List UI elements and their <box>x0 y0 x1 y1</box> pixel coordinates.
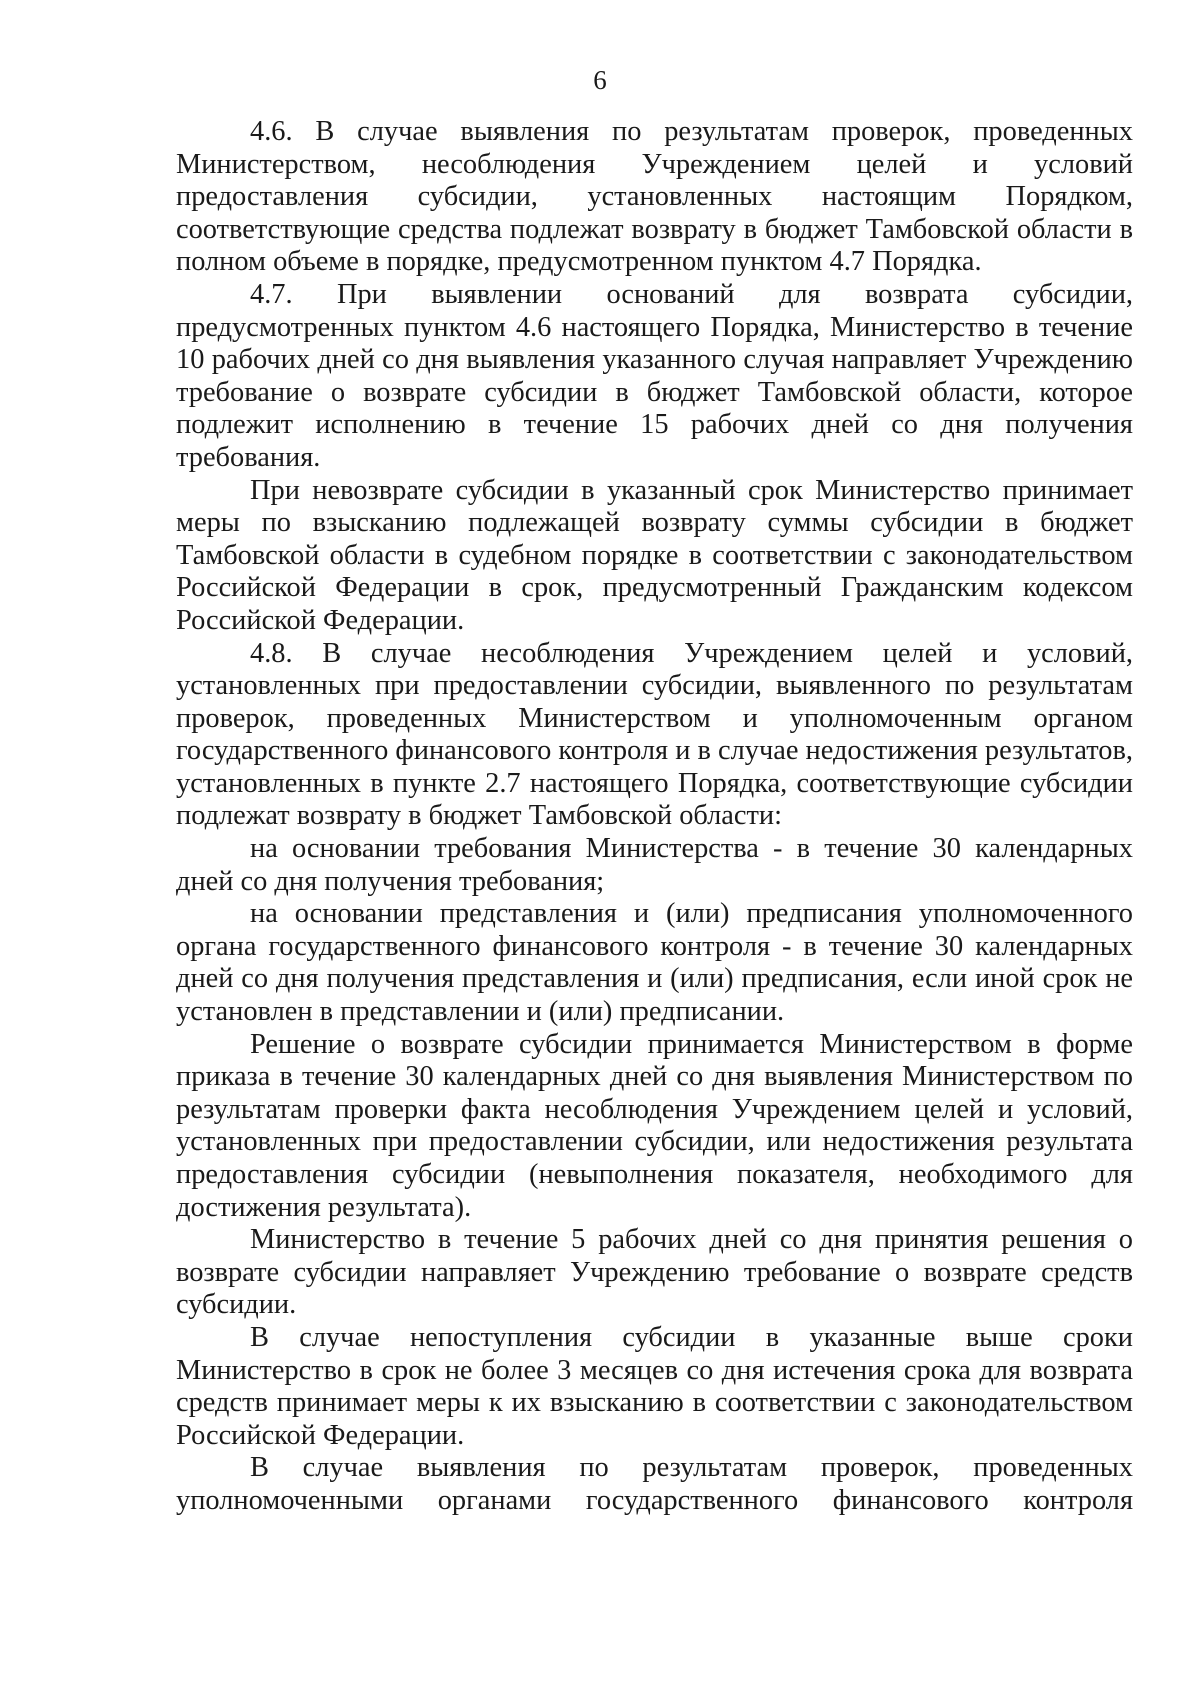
paragraph-ministry-notice: Министерство в течение 5 рабочих дней со дня принятия решения о возврате субсидии направляет Учреждению требование о возврате средств субсидии. <box>176 1224 1133 1321</box>
document-body <box>176 116 1133 1518</box>
paragraph-non-return-measures: При невозврате субсидии в указанный срок Министерство принимает меры по взысканию подлежащей возврату суммы субсидии в бюджет Тамбовской области в судебном порядке в соответствии с законодательством Российской Федерации в срок, предусмотренный Гражданским кодексом Российской Федерации. <box>176 474 1133 636</box>
paragraph-4-8: 4.8. В случае несоблюдения Учреждением целей и условий, установленных при предоставлении субсидии, выявленного по результатам проверок, проведенных Министерством и уполномоченным органом государственного финансового контроля и в случае недостижения результатов, установленных в пункте 2.7 настоящего Порядка, соответствующие субсидии подлежат возврату в бюджет Тамбовской области: <box>176 637 1134 832</box>
paragraph-4-6: 4.6. В случае выявления по результатам проверок, проведенных Министерством, несоблюдения Учреждением целей и условий предоставления субсидии, установленных настоящим Порядком, соответствующие средства подлежат возврату в бюджет Тамбовской области в полном объеме в порядке, предусмотренном пунктом 4.7 Порядка. <box>176 116 1133 278</box>
paragraph-continued: В случае выявления по результатам проверок, проведенных уполномоченными органами государственного финансового контроля <box>176 1452 1133 1516</box>
paragraph-non-receipt: В случае непоступления субсидии в указанные выше сроки Министерство в срок не более 3 месяцев со дня истечения срока для возврата средств принимает меры к их взысканию в соответствии с законодательством Российской Федерации. <box>176 1321 1133 1451</box>
paragraph-control-body-order: на основании представления и (или) предписания уполномоченного органа государственного финансового контроля - в течение 30 календарных дней со дня получения представления и (или) предписания, если иной срок не установлен в представлении и (или) предписании. <box>176 898 1133 1028</box>
paragraph-4-7: 4.7. При выявлении оснований для возврата субсидии, предусмотренных пунктом 4.6 настоящего Порядка, Министерство в течение 10 рабочих дней со дня выявления указанного случая направляет Учреждению требование о возврате субсидии в бюджет Тамбовской области, которое подлежит исполнению в течение 15 рабочих дней со дня получения требования. <box>176 278 1133 473</box>
page-number: 6 <box>593 65 607 95</box>
paragraph-ministry-requirement: на основании требования Министерства - в течение 30 календарных дней со дня получения требования; <box>176 833 1133 897</box>
paragraph-return-decision: Решение о возврате субсидии принимается Министерством в форме приказа в течение 30 календарных дней со дня выявления Министерством по результатам проверки факта несоблюдения Учреждением целей и условий, установленных при предоставлении субсидии, или недостижения результата предоставления субсидии (невыполнения показателя, необходимого для достижения результата). <box>176 1028 1133 1223</box>
